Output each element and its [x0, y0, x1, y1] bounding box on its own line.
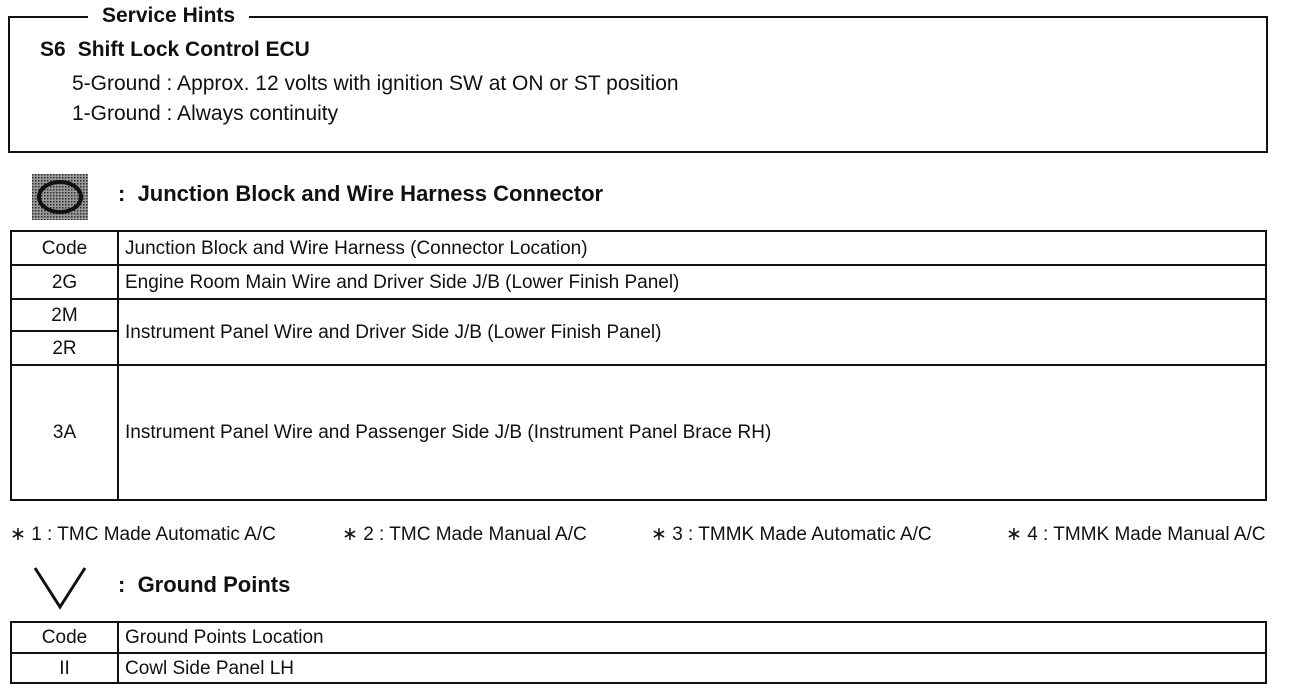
junction-section-title: Junction Block and Wire Harness Connector	[137, 181, 604, 206]
row-code: 2M	[11, 299, 118, 331]
table-header-row	[11, 622, 1266, 653]
row-description: Instrument Panel Wire and Passenger Side J/B (Instrument Panel Brace RH)	[118, 365, 1266, 500]
junction-section-heading	[118, 181, 603, 207]
row-description: Engine Room Main Wire and Driver Side J/B (Lower Finish Panel)	[118, 265, 1266, 299]
junction-block-connector-icon	[32, 174, 88, 225]
table-row	[11, 653, 1266, 683]
row-code: 3A	[11, 365, 118, 500]
table-row	[11, 365, 1266, 500]
ecu-heading	[40, 38, 310, 62]
row-description: Instrument Panel Wire and Driver Side J/B (Lower Finish Panel)	[118, 299, 1266, 365]
ecu-code: S6	[40, 38, 66, 61]
table-header-row	[11, 231, 1266, 265]
footnote-2: ∗ 2 : TMC Made Manual A/C	[342, 524, 587, 545]
table-row	[11, 299, 1266, 331]
header-location: Ground Points Location	[118, 622, 1266, 653]
junction-block-table	[10, 230, 1267, 501]
ground-section-heading	[118, 572, 290, 598]
row-code: II	[11, 653, 118, 683]
service-hints-title: Service Hints	[88, 4, 249, 28]
hint-line-2: 1-Ground : Always continuity	[72, 102, 339, 125]
junction-separator: :	[118, 181, 126, 206]
footnote-1: ∗ 1 : TMC Made Automatic A/C	[10, 524, 276, 545]
header-code: Code	[11, 622, 118, 653]
ground-separator: :	[118, 572, 126, 597]
header-description: Junction Block and Wire Harness (Connector Location)	[118, 231, 1266, 265]
ground-points-table	[10, 621, 1267, 684]
header-code: Code	[11, 231, 118, 265]
table-row	[11, 265, 1266, 299]
footnote-3: ∗ 3 : TMMK Made Automatic A/C	[651, 524, 932, 545]
ecu-name: Shift Lock Control ECU	[77, 38, 310, 61]
row-code: 2G	[11, 265, 118, 299]
row-location: Cowl Side Panel LH	[118, 653, 1266, 683]
hint-line-1: 5-Ground : Approx. 12 volts with ignition SW at ON or ST position	[72, 72, 679, 95]
ground-section-title: Ground Points	[137, 572, 291, 597]
row-code: 2R	[11, 331, 118, 365]
footnote-4: ∗ 4 : TMMK Made Manual A/C	[1006, 524, 1266, 545]
ground-point-triangle-icon	[32, 565, 88, 616]
